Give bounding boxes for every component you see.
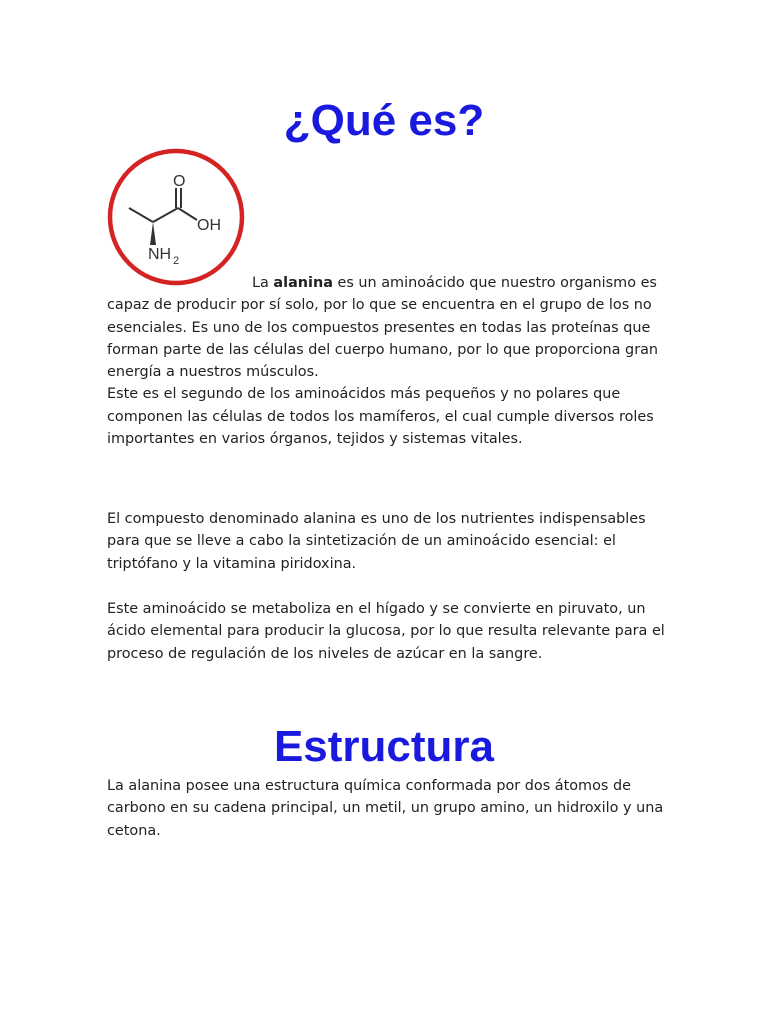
intro-lead: La <box>252 275 274 291</box>
intro-second: Este es el segundo de los aminoácidos más pequeños y no polares que componen las células de todos los mamíferos, el cual cumple diversos roles importantes en varios órganos, tejidos y sistemas vitales. <box>107 386 654 448</box>
intro-bold-term: alanina <box>273 275 333 291</box>
atom-nh: NH <box>148 246 172 263</box>
alanine-structure-image <box>107 148 245 286</box>
paragraph-metaboliza: Este aminoácido se metaboliza en el hígado y se convierte en piruvato, un ácido elemental para producir la glucosa, por lo que resulta relevante para el proceso de regulación de los niveles de azúcar en la sangre. <box>107 601 665 662</box>
atom-nh-subscript: 2 <box>173 255 180 267</box>
heading-estructura: Estructura <box>273 722 495 771</box>
paragraph-estructura: La alanina posee una estructura química conformada por dos átomos de carbono en su cadena principal, un metil, un grupo amino, un hidroxilo y una cetona. <box>107 778 664 839</box>
paragraph-compuesto: El compuesto denominado alanina es uno de los nutrientes indispensables para que se lleve a cabo la sintetización de un aminoácido esencial: el triptófano y la vitamina piridoxina. <box>107 511 646 572</box>
intro-rest: capaz de producir por sí solo, por lo que se encuentra en el grupo de los no esenciales. Es uno de los compuestos presentes en todas las proteínas que forman parte de las células del cuerpo humano, por lo que proporciona gran energía a nuestros músculos. <box>107 297 659 381</box>
heading-que-es: ¿Qué es? <box>283 96 485 145</box>
intro-line1-rest: es un aminoácido que nuestro organismo es <box>332 275 657 291</box>
intro-paragraph <box>107 272 677 450</box>
atom-oh: OH <box>197 217 221 234</box>
atom-o: O <box>173 173 186 190</box>
